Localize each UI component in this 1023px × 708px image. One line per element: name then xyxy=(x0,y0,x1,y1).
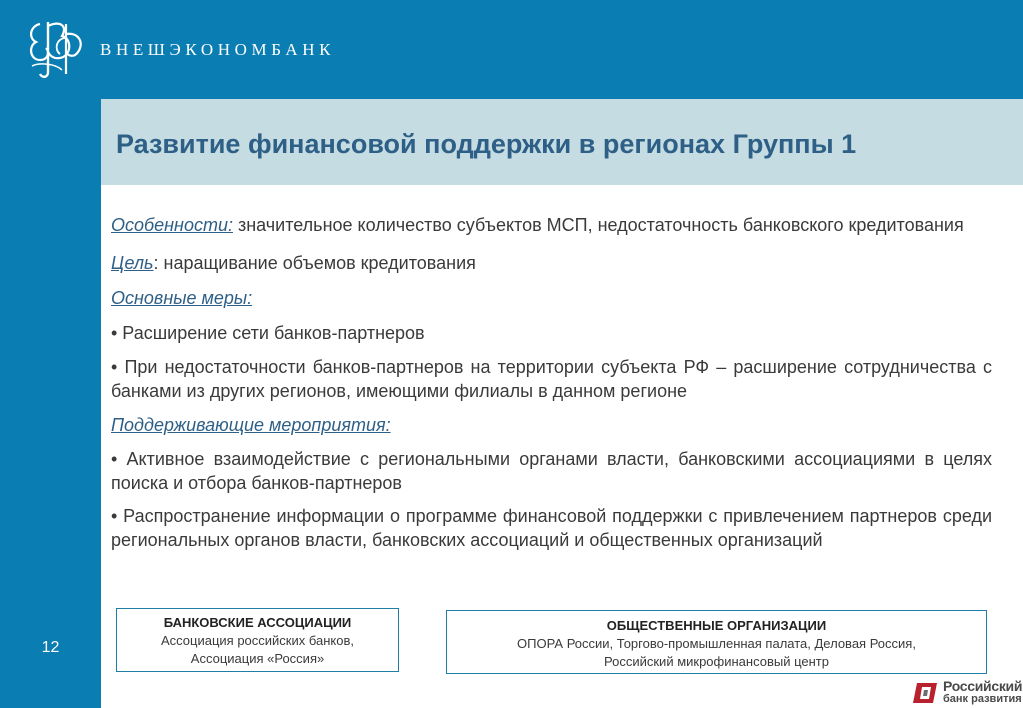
box-line: Ассоциация российских банков, xyxy=(160,633,355,648)
russian-development-bank-logo xyxy=(913,679,1023,708)
slide-content xyxy=(111,213,992,552)
rbr-logo-line2: банк развития xyxy=(943,693,1022,705)
box-line: ОПОРА России, Торгово-промышленная палата, Деловая Россия, xyxy=(517,636,916,651)
box-line: Ассоциация «Россия» xyxy=(190,651,325,666)
supporting-label: Поддерживающие мероприятия: xyxy=(111,415,391,435)
bullet-item: • Активное взаимодействие с региональными органами власти, банковскими ассоциациями в целях поиска и отбора банков-партнеров xyxy=(111,449,992,493)
supporting-heading xyxy=(111,413,992,437)
box-line: Российский микрофинансовый центр xyxy=(604,654,829,669)
slide-title: Развитие финансовой поддержки в регионах Группы 1 xyxy=(116,129,857,159)
box-title: БАНКОВСКИЕ АССОЦИАЦИИ xyxy=(163,615,352,630)
bullet-item: • Распространение информации о программе финансовой поддержки с привлечением партнеров среди региональных органов власти, банковских ассоциаций и общественных организаций xyxy=(111,506,992,550)
rbr-emblem-icon xyxy=(913,681,939,705)
main-measures-label: Основные меры: xyxy=(111,288,253,308)
features-label: Особенности: xyxy=(111,215,233,235)
bank-associations-box xyxy=(116,608,399,672)
goal-paragraph xyxy=(111,251,992,275)
page-number: 12 xyxy=(41,639,60,656)
public-organizations-box xyxy=(446,610,987,674)
goal-label: Цель xyxy=(111,253,154,273)
bullet-item: • При недостаточности банков-партнеров на территории субъекта РФ – расширение сотрудничества с банками из других регионов, имеющими филиалы в данном регионе xyxy=(111,357,992,401)
bullet-item: • Расширение сети банков-партнеров xyxy=(111,323,425,343)
header-bar xyxy=(0,0,1023,99)
veb-monogram-icon xyxy=(26,16,86,80)
features-paragraph xyxy=(111,213,992,237)
main-measures-heading xyxy=(111,286,992,310)
bank-name-logo-text: ВНЕШЭКОНОМБАНК xyxy=(100,40,336,59)
features-text: значительное количество субъектов МСП, недостаточность банковского кредитования xyxy=(232,215,964,235)
box-title: ОБЩЕСТВЕННЫЕ ОРГАНИЗАЦИИ xyxy=(606,618,827,633)
goal-text: : наращивание объемов кредитования xyxy=(153,253,476,273)
rbr-logo-line1: Российский xyxy=(943,678,1023,694)
left-sidebar xyxy=(0,99,101,708)
